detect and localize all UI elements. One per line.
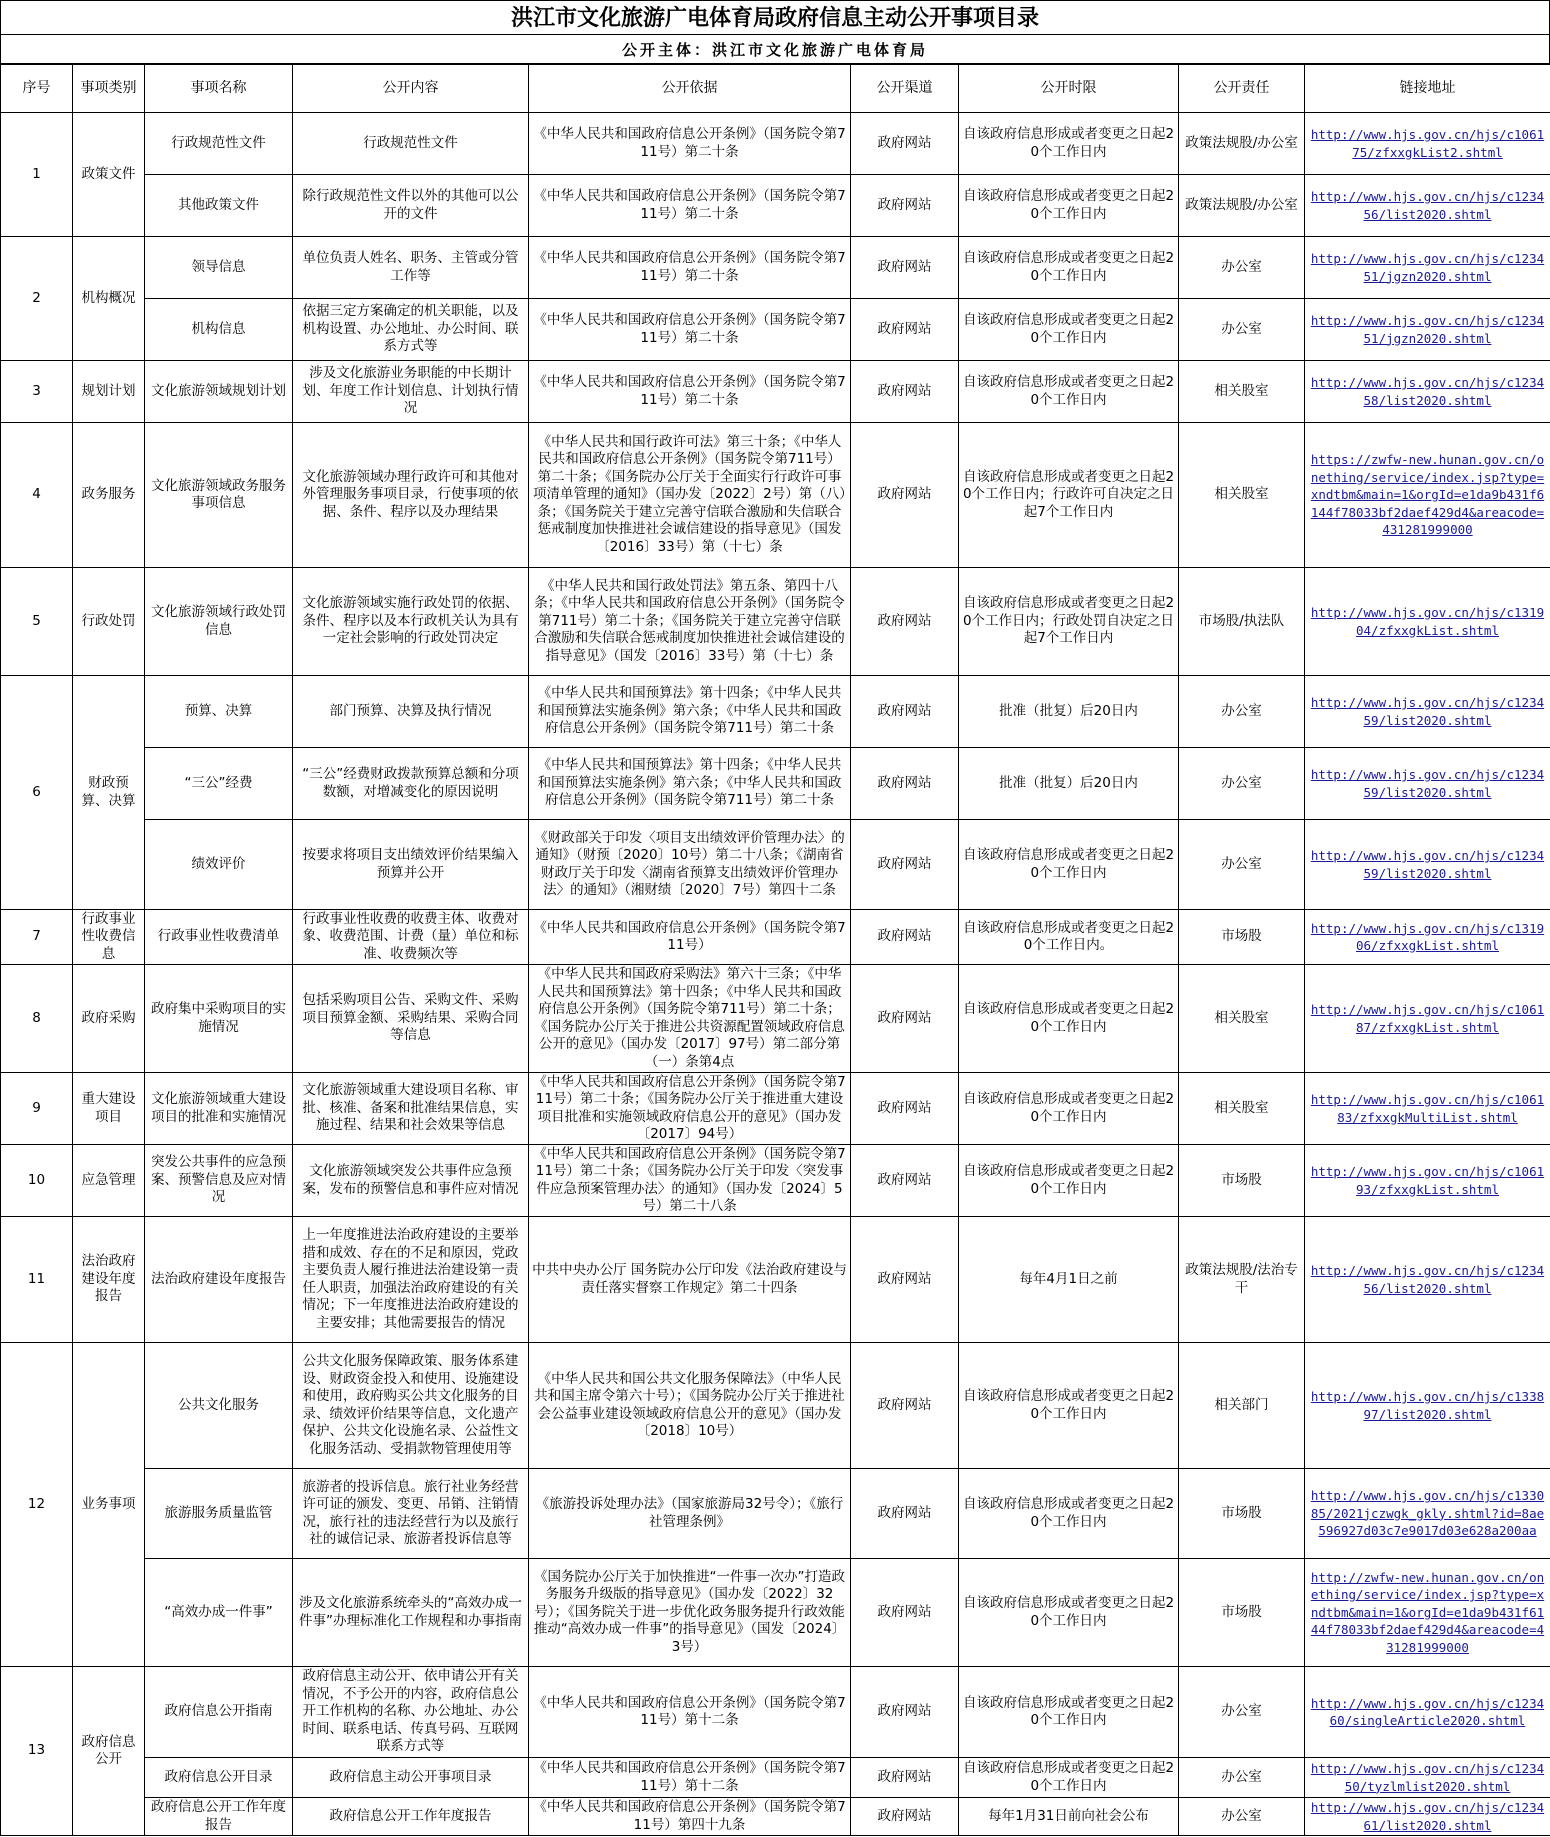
cell-time-limit: 每年4月1日之前 bbox=[959, 1217, 1179, 1343]
cell-time-limit: 自该政府信息形成或者变更之日起20个工作日内 bbox=[959, 965, 1179, 1073]
table-row bbox=[1, 748, 1550, 820]
cell-responsibility: 相关股室 bbox=[1179, 423, 1305, 568]
cell-name: 其他政策文件 bbox=[145, 175, 293, 237]
table-row bbox=[1, 1667, 1550, 1758]
cell-channel: 政府网站 bbox=[851, 361, 959, 423]
cell-name: 法治政府建设年度报告 bbox=[145, 1217, 293, 1343]
cell-no: 6 bbox=[1, 676, 73, 910]
cell-basis: 《国务院办公厅关于加快推进“一件事一次办”打造政务服务升级版的指导意见》（国办发〔2022〕32号）；《国务院关于进一步优化政务服务提升行政效能推动“高效办成一件事”的指导意见》（国发〔2024〕3号） bbox=[529, 1559, 851, 1667]
cell-content: 政府信息主动公开、依申请公开有关情况，不予公开的内容，政府信息公开工作机构的名称、办公地址、办公时间、联系电话、传真号码、互联网联系方式等 bbox=[293, 1667, 529, 1758]
cell-channel: 政府网站 bbox=[851, 965, 959, 1073]
cell-responsibility: 办公室 bbox=[1179, 299, 1305, 361]
cell-content: 部门预算、决算及执行情况 bbox=[293, 676, 529, 748]
cell-name: 政府信息公开指南 bbox=[145, 1667, 293, 1758]
cell-no: 4 bbox=[1, 423, 73, 568]
cell-link[interactable]: http://www.hjs.gov.cn/hjs/c123456/list2020.shtml bbox=[1305, 175, 1550, 237]
cell-basis: 《中华人民共和国预算法》第十四条；《中华人民共和国预算法实施条例》第六条；《中华人民共和国政府信息公开条例》（国务院令第711号）第二十条 bbox=[529, 676, 851, 748]
cell-basis: 《中华人民共和国公共文化服务保障法》（中华人民共和国主席令第六十号）；《国务院办公厅关于推进社会公益事业建设领域政府信息公开的意见》（国办发〔2018〕10号） bbox=[529, 1343, 851, 1469]
cell-link[interactable]: http://www.hjs.gov.cn/hjs/c106183/zfxxgkMultiList.shtml bbox=[1305, 1073, 1550, 1145]
cell-time-limit: 自该政府信息形成或者变更之日起20个工作日内 bbox=[959, 1145, 1179, 1217]
header-no: 序号 bbox=[1, 65, 73, 113]
cell-basis: 《中华人民共和国政府信息公开条例》（国务院令第711号）第二十条 bbox=[529, 299, 851, 361]
cell-category: 政府信息公开 bbox=[73, 1667, 145, 1836]
cell-category: 机构概况 bbox=[73, 237, 145, 361]
cell-responsibility: 办公室 bbox=[1179, 1798, 1305, 1836]
cell-content: “三公”经费财政拨款预算总额和分项数额，对增减变化的原因说明 bbox=[293, 748, 529, 820]
cell-time-limit: 自该政府信息形成或者变更之日起20个工作日内 bbox=[959, 299, 1179, 361]
cell-channel: 政府网站 bbox=[851, 113, 959, 175]
cell-time-limit: 批准（批复）后20日内 bbox=[959, 676, 1179, 748]
cell-time-limit: 自该政府信息形成或者变更之日起20个工作日内 bbox=[959, 1758, 1179, 1798]
cell-basis: 《中华人民共和国政府信息公开条例》（国务院令第711号）第十二条 bbox=[529, 1758, 851, 1798]
cell-name: 预算、决算 bbox=[145, 676, 293, 748]
cell-content: 行政规范性文件 bbox=[293, 113, 529, 175]
header-category: 事项类别 bbox=[73, 65, 145, 113]
cell-channel: 政府网站 bbox=[851, 1667, 959, 1758]
cell-responsibility: 办公室 bbox=[1179, 1758, 1305, 1798]
cell-content: 文化旅游领域办理行政许可和其他对外管理服务事项目录，行使事项的依据、条件、程序以及办理结果 bbox=[293, 423, 529, 568]
table-row bbox=[1, 820, 1550, 910]
cell-link[interactable]: https://zwfw-new.hunan.gov.cn/onething/service/index.jsp?type=xndtbm&main=1&orgId=e1da9b431f6144f78033bf2daef429d4&areacode=431281999000 bbox=[1305, 423, 1550, 568]
table-row bbox=[1, 423, 1550, 568]
cell-no: 3 bbox=[1, 361, 73, 423]
cell-name: 文化旅游领域政务服务事项信息 bbox=[145, 423, 293, 568]
table-row bbox=[1, 910, 1550, 965]
cell-channel: 政府网站 bbox=[851, 748, 959, 820]
cell-category: 财政预算、决算 bbox=[73, 676, 145, 910]
cell-basis: 《中华人民共和国行政处罚法》第五条、第四十八条；《中华人民共和国政府信息公开条例》（国务院令第711号）第二十条；《国务院关于建立完善守信联合激励和失信联合惩戒制度加快推进社会诚信建设的指导意见》（国发〔2016〕33号）第（十七）条 bbox=[529, 568, 851, 676]
cell-category: 政府采购 bbox=[73, 965, 145, 1073]
cell-content: 上一年度推进法治政府建设的主要举措和成效、存在的不足和原因，党政主要负责人履行推进法治建设第一责任人职责，加强法治政府建设的有关情况；下一年度推进法治政府建设的主要安排；其他需要报告的情况 bbox=[293, 1217, 529, 1343]
cell-responsibility: 政策法规股/办公室 bbox=[1179, 113, 1305, 175]
cell-name: 领导信息 bbox=[145, 237, 293, 299]
cell-category: 重大建设项目 bbox=[73, 1073, 145, 1145]
cell-link[interactable]: http://www.hjs.gov.cn/hjs/c123451/jgzn2020.shtml bbox=[1305, 299, 1550, 361]
cell-time-limit: 自该政府信息形成或者变更之日起20个工作日内 bbox=[959, 175, 1179, 237]
cell-responsibility: 市场股 bbox=[1179, 910, 1305, 965]
cell-channel: 政府网站 bbox=[851, 568, 959, 676]
table-row bbox=[1, 1758, 1550, 1798]
table-row bbox=[1, 1469, 1550, 1559]
cell-category: 行政处罚 bbox=[73, 568, 145, 676]
cell-content: 依据三定方案确定的机关职能，以及机构设置、办公地址、办公时间、联系方式等 bbox=[293, 299, 529, 361]
cell-responsibility: 市场股 bbox=[1179, 1469, 1305, 1559]
table-row bbox=[1, 299, 1550, 361]
cell-content: 旅游者的投诉信息。旅行社业务经营许可证的颁发、变更、吊销、注销情况，旅行社的违法经营行为以及旅行社的诚信记录、旅游者投诉信息等 bbox=[293, 1469, 529, 1559]
cell-time-limit: 自该政府信息形成或者变更之日起20个工作日内；行政处罚自决定之日起7个工作日内 bbox=[959, 568, 1179, 676]
cell-content: 文化旅游领域实施行政处罚的依据、条件、程序以及本行政机关认为具有一定社会影响的行政处罚决定 bbox=[293, 568, 529, 676]
cell-category: 业务事项 bbox=[73, 1343, 145, 1667]
cell-link[interactable]: http://www.hjs.gov.cn/hjs/c131904/zfxxgkList.shtml bbox=[1305, 568, 1550, 676]
cell-basis: 《中华人民共和国政府信息公开条例》（国务院令第711号）第四十九条 bbox=[529, 1798, 851, 1836]
cell-channel: 政府网站 bbox=[851, 910, 959, 965]
cell-content: 涉及文化旅游业务职能的中长期计划、年度工作计划信息、计划执行情况 bbox=[293, 361, 529, 423]
cell-basis: 《财政部关于印发〈项目支出绩效评价管理办法〉的通知》（财预〔2020〕10号）第二十八条；《湖南省财政厅关于印发〈湖南省预算支出绩效评价管理办法〉的通知》（湘财绩〔2020〕7号）第四十二条 bbox=[529, 820, 851, 910]
cell-basis: 《中华人民共和国政府信息公开条例》（国务院令第711号）第二十条 bbox=[529, 361, 851, 423]
cell-time-limit: 自该政府信息形成或者变更之日起20个工作日内；行政许可自决定之日起7个工作日内 bbox=[959, 423, 1179, 568]
cell-responsibility: 办公室 bbox=[1179, 820, 1305, 910]
table-row bbox=[1, 1798, 1550, 1836]
table-row bbox=[1, 175, 1550, 237]
cell-no: 8 bbox=[1, 965, 73, 1073]
cell-responsibility: 相关股室 bbox=[1179, 361, 1305, 423]
cell-content: 公共文化服务保障政策、服务体系建设、财政资金投入和使用、设施建设和使用，政府购买公共文化服务的目录、绩效评价结果等信息，文化遗产保护、公共文化设施名录、公益性文化服务活动、受捐款物管理使用等 bbox=[293, 1343, 529, 1469]
cell-responsibility: 办公室 bbox=[1179, 237, 1305, 299]
cell-link[interactable]: http://www.hjs.gov.cn/hjs/c131906/zfxxgkList.shtml bbox=[1305, 910, 1550, 965]
table-row bbox=[1, 237, 1550, 299]
cell-basis: 《中华人民共和国预算法》第十四条；《中华人民共和国预算法实施条例》第六条；《中华人民共和国政府信息公开条例》（国务院令第711号）第二十条 bbox=[529, 748, 851, 820]
table-row bbox=[1, 568, 1550, 676]
cell-channel: 政府网站 bbox=[851, 1559, 959, 1667]
cell-channel: 政府网站 bbox=[851, 1798, 959, 1836]
cell-basis: 《中华人民共和国政府信息公开条例》（国务院令第711号）第二十条 bbox=[529, 237, 851, 299]
cell-content: 包括采购项目公告、采购文件、采购项目预算金额、采购结果、采购合同等信息 bbox=[293, 965, 529, 1073]
cell-time-limit: 自该政府信息形成或者变更之日起20个工作日内。 bbox=[959, 910, 1179, 965]
cell-basis: 《中华人民共和国政府信息公开条例》（国务院令第711号）第二十条；《国务院办公厅关于印发〈突发事件应急预案管理办法〉的通知》（国办发〔2024〕5号）第二十八条 bbox=[529, 1145, 851, 1217]
cell-category: 政务服务 bbox=[73, 423, 145, 568]
cell-content: 除行政规范性文件以外的其他可以公开的文件 bbox=[293, 175, 529, 237]
cell-name: 政府信息公开工作年度报告 bbox=[145, 1798, 293, 1836]
cell-link[interactable]: http://www.hjs.gov.cn/hjs/c123459/list2020.shtml bbox=[1305, 820, 1550, 910]
cell-no: 9 bbox=[1, 1073, 73, 1145]
cell-name: 行政事业性收费清单 bbox=[145, 910, 293, 965]
table-row bbox=[1, 676, 1550, 748]
cell-channel: 政府网站 bbox=[851, 299, 959, 361]
header-time-limit: 公开时限 bbox=[959, 65, 1179, 113]
cell-category: 应急管理 bbox=[73, 1145, 145, 1217]
header-responsibility: 公开责任 bbox=[1179, 65, 1305, 113]
cell-no: 12 bbox=[1, 1343, 73, 1667]
cell-no: 13 bbox=[1, 1667, 73, 1836]
cell-responsibility: 办公室 bbox=[1179, 676, 1305, 748]
cell-no: 1 bbox=[1, 113, 73, 237]
cell-no: 2 bbox=[1, 237, 73, 361]
cell-content: 单位负责人姓名、职务、主管或分管工作等 bbox=[293, 237, 529, 299]
cell-responsibility: 相关部门 bbox=[1179, 1343, 1305, 1469]
cell-responsibility: 市场股/执法队 bbox=[1179, 568, 1305, 676]
cell-basis: 中共中央办公厅 国务院办公厅印发《法治政府建设与责任落实督察工作规定》第二十四条 bbox=[529, 1217, 851, 1343]
header-name: 事项名称 bbox=[145, 65, 293, 113]
cell-channel: 政府网站 bbox=[851, 175, 959, 237]
cell-channel: 政府网站 bbox=[851, 1469, 959, 1559]
cell-no: 10 bbox=[1, 1145, 73, 1217]
cell-basis: 《旅游投诉处理办法》（国家旅游局32号令）；《旅行社管理条例》 bbox=[529, 1469, 851, 1559]
cell-time-limit: 批准（批复）后20日内 bbox=[959, 748, 1179, 820]
cell-no: 11 bbox=[1, 1217, 73, 1343]
cell-channel: 政府网站 bbox=[851, 676, 959, 748]
cell-channel: 政府网站 bbox=[851, 1343, 959, 1469]
cell-link[interactable]: http://www.hjs.gov.cn/hjs/c133897/list2020.shtml bbox=[1305, 1343, 1550, 1469]
cell-basis: 《中华人民共和国政府信息公开条例》（国务院令第711号） bbox=[529, 910, 851, 965]
cell-link[interactable]: http://www.hjs.gov.cn/hjs/c123450/tyzlmlist2020.shtml bbox=[1305, 1758, 1550, 1798]
cell-basis: 《中华人民共和国政府信息公开条例》（国务院令第711号）第二十条 bbox=[529, 113, 851, 175]
table-row bbox=[1, 1559, 1550, 1667]
cell-channel: 政府网站 bbox=[851, 423, 959, 568]
cell-responsibility: 办公室 bbox=[1179, 1667, 1305, 1758]
cell-responsibility: 政策法规股/办公室 bbox=[1179, 175, 1305, 237]
cell-link[interactable]: http://www.hjs.gov.cn/hjs/c106175/zfxxgkList2.shtml bbox=[1305, 113, 1550, 175]
cell-time-limit: 自该政府信息形成或者变更之日起20个工作日内 bbox=[959, 361, 1179, 423]
page-title: 洪江市文化旅游广电体育局政府信息主动公开事项目录 bbox=[0, 0, 1550, 34]
header-link: 链接地址 bbox=[1305, 65, 1550, 113]
cell-name: 行政规范性文件 bbox=[145, 113, 293, 175]
cell-channel: 政府网站 bbox=[851, 237, 959, 299]
cell-name: 突发公共事件的应急预案、预警信息及应对情况 bbox=[145, 1145, 293, 1217]
cell-link[interactable]: http://www.hjs.gov.cn/hjs/c123458/list2020.shtml bbox=[1305, 361, 1550, 423]
cell-channel: 政府网站 bbox=[851, 1758, 959, 1798]
cell-category: 政策文件 bbox=[73, 113, 145, 237]
cell-responsibility: 市场股 bbox=[1179, 1559, 1305, 1667]
cell-category: 规划计划 bbox=[73, 361, 145, 423]
cell-link[interactable]: http://www.hjs.gov.cn/hjs/c123461/list2020.shtml bbox=[1305, 1798, 1550, 1836]
cell-name: 绩效评价 bbox=[145, 820, 293, 910]
cell-content: 文化旅游领域重大建设项目名称、审批、核准、备案和批准结果信息，实施过程、结果和社会效果等信息 bbox=[293, 1073, 529, 1145]
cell-name: 文化旅游领域重大建设项目的批准和实施情况 bbox=[145, 1073, 293, 1145]
cell-content: 政府信息公开工作年度报告 bbox=[293, 1798, 529, 1836]
cell-name: “高效办成一件事” bbox=[145, 1559, 293, 1667]
table-row bbox=[1, 1217, 1550, 1343]
cell-link[interactable]: http://www.hjs.gov.cn/hjs/c123460/singleArticle2020.shtml bbox=[1305, 1667, 1550, 1758]
cell-no: 5 bbox=[1, 568, 73, 676]
cell-basis: 《中华人民共和国政府信息公开条例》（国务院令第711号）第二十条 bbox=[529, 175, 851, 237]
cell-time-limit: 每年1月31日前向社会公布 bbox=[959, 1798, 1179, 1836]
cell-responsibility: 相关股室 bbox=[1179, 965, 1305, 1073]
cell-channel: 政府网站 bbox=[851, 820, 959, 910]
cell-content: 政府信息主动公开事项目录 bbox=[293, 1758, 529, 1798]
table-row bbox=[1, 361, 1550, 423]
cell-link[interactable]: http://www.hjs.gov.cn/hjs/c106193/zfxxgkList.shtml bbox=[1305, 1145, 1550, 1217]
cell-content: 行政事业性收费的收费主体、收费对象、收费范围、计费（量）单位和标准、收费频次等 bbox=[293, 910, 529, 965]
cell-category: 行政事业性收费信息 bbox=[73, 910, 145, 965]
cell-time-limit: 自该政府信息形成或者变更之日起20个工作日内 bbox=[959, 1343, 1179, 1469]
cell-basis: 《中华人民共和国政府信息公开条例》（国务院令第711号）第十二条 bbox=[529, 1667, 851, 1758]
cell-link[interactable]: http://www.hjs.gov.cn/hjs/c106187/zfxxgkList.shtml bbox=[1305, 965, 1550, 1073]
cell-name: 公共文化服务 bbox=[145, 1343, 293, 1469]
cell-channel: 政府网站 bbox=[851, 1073, 959, 1145]
cell-content: 涉及文化旅游系统牵头的“高效办成一件事”办理标准化工作规程和办事指南 bbox=[293, 1559, 529, 1667]
cell-content: 文化旅游领域突发公共事件应急预案，发布的预警信息和事件应对情况 bbox=[293, 1145, 529, 1217]
cell-link[interactable]: http://www.hjs.gov.cn/hjs/c133085/2021jczwgk_gkly.shtml?id=8ae596927d03c7e9017d03e628a200aa bbox=[1305, 1469, 1550, 1559]
header-basis: 公开依据 bbox=[529, 65, 851, 113]
cell-no: 7 bbox=[1, 910, 73, 965]
header-channel: 公开渠道 bbox=[851, 65, 959, 113]
header-content: 公开内容 bbox=[293, 65, 529, 113]
table-row bbox=[1, 965, 1550, 1073]
cell-time-limit: 自该政府信息形成或者变更之日起20个工作日内 bbox=[959, 820, 1179, 910]
header-row bbox=[1, 65, 1550, 113]
cell-link[interactable]: http://www.hjs.gov.cn/hjs/c123451/jgzn2020.shtml bbox=[1305, 237, 1550, 299]
table-row bbox=[1, 1145, 1550, 1217]
cell-name: 文化旅游领域行政处罚信息 bbox=[145, 568, 293, 676]
cell-name: “三公”经费 bbox=[145, 748, 293, 820]
cell-name: 机构信息 bbox=[145, 299, 293, 361]
catalog-table bbox=[0, 64, 1550, 1836]
cell-responsibility: 办公室 bbox=[1179, 748, 1305, 820]
cell-basis: 《中华人民共和国行政许可法》第三十条；《中华人民共和国政府信息公开条例》（国务院令第711号）第二十条；《国务院办公厅关于全面实行行政许可事项清单管理的通知》（国办发〔2022〕2号）第（八）条；《国务院关于建立完善守信联合激励和失信联合惩戒制度加快推进社会诚信建设的指导意见》（国发〔2016〕33号）第（十七）条 bbox=[529, 423, 851, 568]
cell-content: 按要求将项目支出绩效评价结果编入预算并公开 bbox=[293, 820, 529, 910]
cell-name: 旅游服务质量监管 bbox=[145, 1469, 293, 1559]
cell-channel: 政府网站 bbox=[851, 1217, 959, 1343]
cell-link[interactable]: http://zwfw-new.hunan.gov.cn/onething/service/index.jsp?type=xndtbm&main=1&orgId=e1da9b431f6144f78033bf2daef429d4&areacode=431281999000 bbox=[1305, 1559, 1550, 1667]
cell-time-limit: 自该政府信息形成或者变更之日起20个工作日内 bbox=[959, 1559, 1179, 1667]
cell-category: 法治政府建设年度报告 bbox=[73, 1217, 145, 1343]
cell-basis: 《中华人民共和国政府采购法》第六十三条；《中华人民共和国预算法》第十四条；《中华人民共和国政府信息公开条例》（国务院令第711号）第二十条；《国务院办公厅关于推进公共资源配置领域政府信息公开的意见》（国办发〔2017〕97号）第二部分第（一）条第4点 bbox=[529, 965, 851, 1073]
cell-name: 政府信息公开目录 bbox=[145, 1758, 293, 1798]
cell-link[interactable]: http://www.hjs.gov.cn/hjs/c123456/list2020.shtml bbox=[1305, 1217, 1550, 1343]
table-row bbox=[1, 113, 1550, 175]
table-row bbox=[1, 1073, 1550, 1145]
cell-time-limit: 自该政府信息形成或者变更之日起20个工作日内 bbox=[959, 1469, 1179, 1559]
cell-link[interactable]: http://www.hjs.gov.cn/hjs/c123459/list2020.shtml bbox=[1305, 748, 1550, 820]
cell-time-limit: 自该政府信息形成或者变更之日起20个工作日内 bbox=[959, 113, 1179, 175]
cell-link[interactable]: http://www.hjs.gov.cn/hjs/c123459/list2020.shtml bbox=[1305, 676, 1550, 748]
cell-responsibility: 相关股室 bbox=[1179, 1073, 1305, 1145]
cell-channel: 政府网站 bbox=[851, 1145, 959, 1217]
cell-name: 政府集中采购项目的实施情况 bbox=[145, 965, 293, 1073]
cell-name: 文化旅游领域规划计划 bbox=[145, 361, 293, 423]
cell-time-limit: 自该政府信息形成或者变更之日起20个工作日内 bbox=[959, 1073, 1179, 1145]
cell-time-limit: 自该政府信息形成或者变更之日起20个工作日内 bbox=[959, 1667, 1179, 1758]
page-subtitle: 公开主体：洪江市文化旅游广电体育局 bbox=[0, 34, 1550, 64]
table-row bbox=[1, 1343, 1550, 1469]
cell-time-limit: 自该政府信息形成或者变更之日起20个工作日内 bbox=[959, 237, 1179, 299]
cell-basis: 《中华人民共和国政府信息公开条例》（国务院令第711号）第二十条；《国务院办公厅关于推进重大建设项目批准和实施领域政府信息公开的意见》（国办发〔2017〕94号） bbox=[529, 1073, 851, 1145]
cell-responsibility: 政策法规股/法治专干 bbox=[1179, 1217, 1305, 1343]
cell-responsibility: 市场股 bbox=[1179, 1145, 1305, 1217]
